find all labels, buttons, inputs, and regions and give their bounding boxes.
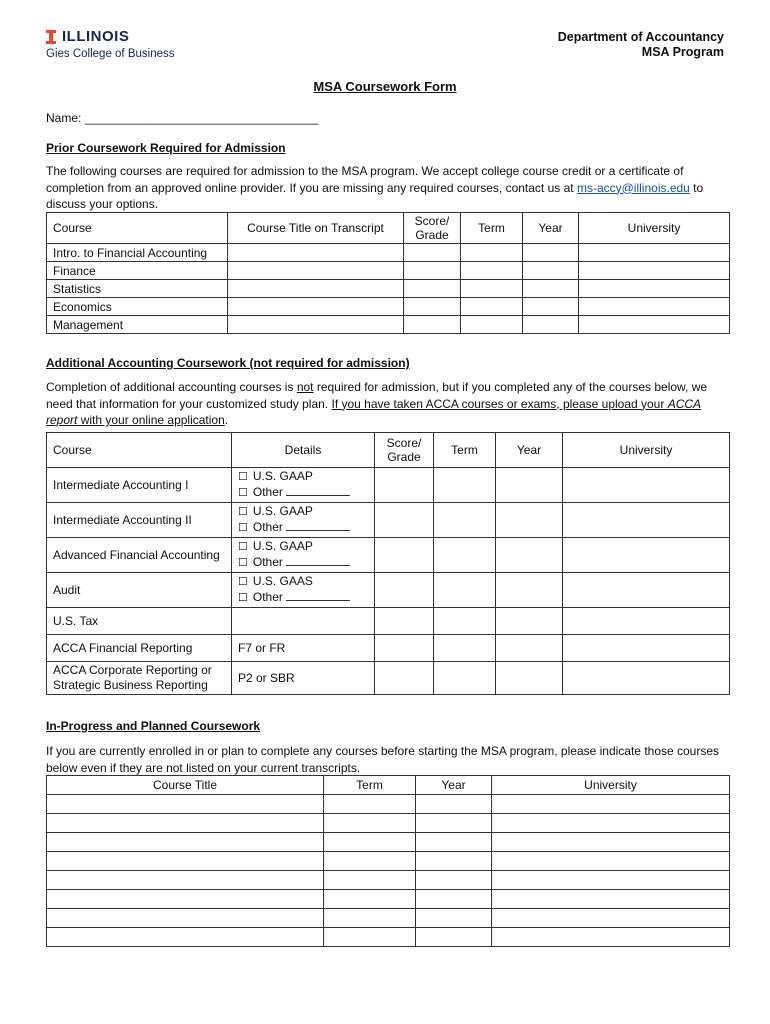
term-cell[interactable]: [324, 871, 416, 890]
course-name: ACCA Financial Reporting: [47, 635, 232, 662]
checkbox-icon[interactable]: ☐: [238, 592, 248, 604]
table-row: [47, 662, 730, 695]
university-cell[interactable]: [579, 262, 730, 280]
details-cell: [232, 503, 375, 538]
col-year: Year: [416, 776, 492, 795]
checkbox-icon[interactable]: ☐: [238, 557, 248, 569]
term-cell[interactable]: [434, 608, 496, 635]
grade-cell[interactable]: [404, 244, 461, 262]
option-label: U.S. GAAP: [252, 539, 313, 553]
table-row: [47, 635, 730, 662]
table-row: [47, 795, 730, 814]
prior-coursework-heading: Prior Coursework Required for Admission: [46, 141, 286, 155]
year-cell[interactable]: [416, 814, 492, 833]
table-row: [47, 538, 730, 573]
inprogress-table: [46, 775, 730, 947]
term-cell[interactable]: [324, 909, 416, 928]
col-term: Term: [324, 776, 416, 795]
year-cell[interactable]: [496, 468, 563, 503]
checkbox-icon[interactable]: ☐: [238, 522, 248, 534]
col-score-grade: Score/ Grade: [404, 213, 461, 244]
logo-wordmark: ILLINOIS: [62, 28, 130, 45]
standard-option[interactable]: [238, 504, 368, 520]
details-cell: P2 or SBR: [232, 662, 375, 695]
table-row: [47, 833, 730, 852]
checkbox-icon[interactable]: ☐: [238, 487, 248, 499]
table-header-row: [47, 433, 730, 468]
course-name: Audit: [47, 573, 232, 608]
other-blank[interactable]: [286, 520, 350, 531]
table-header-row: [47, 776, 730, 795]
title-cell[interactable]: [228, 262, 404, 280]
university-cell[interactable]: [492, 928, 730, 947]
university-cell[interactable]: [492, 871, 730, 890]
table-header-row: [47, 213, 730, 244]
option-label: U.S. GAAP: [252, 504, 313, 518]
details-cell: [232, 608, 375, 635]
grade-cell[interactable]: [404, 280, 461, 298]
col-university: University: [579, 213, 730, 244]
title-cell[interactable]: [47, 928, 324, 947]
other-blank[interactable]: [286, 485, 350, 496]
grade-cell[interactable]: [375, 468, 434, 503]
other-option[interactable]: [238, 555, 368, 571]
title-cell[interactable]: [228, 298, 404, 316]
standard-option[interactable]: [238, 539, 368, 555]
acca-report-label: ACCA report: [46, 396, 702, 427]
course-name: Finance: [47, 262, 228, 280]
title-cell[interactable]: [228, 244, 404, 262]
col-year: Year: [496, 433, 563, 468]
course-name: Management: [47, 316, 228, 334]
table-row: [47, 909, 730, 928]
title-cell[interactable]: [47, 890, 324, 909]
option-label: Other: [252, 485, 283, 499]
col-term: Term: [461, 213, 523, 244]
details-cell: F7 or FR: [232, 635, 375, 662]
department-header: [558, 30, 724, 60]
table-row: [47, 871, 730, 890]
table-row: [47, 468, 730, 503]
block-i-icon: [46, 30, 56, 44]
col-year: Year: [523, 213, 579, 244]
other-blank[interactable]: [286, 590, 350, 601]
university-cell[interactable]: [579, 244, 730, 262]
table-row: [47, 298, 730, 316]
year-cell[interactable]: [523, 244, 579, 262]
term-cell[interactable]: [324, 814, 416, 833]
additional-coursework-text: [46, 379, 726, 429]
university-cell[interactable]: [563, 662, 730, 695]
title-cell[interactable]: [47, 909, 324, 928]
title-cell[interactable]: [228, 280, 404, 298]
year-cell[interactable]: [496, 503, 563, 538]
course-name: Intermediate Accounting I: [47, 468, 232, 503]
additional-text-end: .: [224, 413, 229, 427]
additional-text-1: Completion of additional accounting courses is: [46, 380, 297, 394]
title-cell[interactable]: [47, 833, 324, 852]
col-term: Term: [434, 433, 496, 468]
year-cell[interactable]: [416, 871, 492, 890]
term-cell[interactable]: [434, 503, 496, 538]
prior-coursework-text: [46, 163, 726, 213]
checkbox-icon[interactable]: ☐: [238, 506, 248, 518]
details-cell: [232, 573, 375, 608]
title-cell[interactable]: [47, 852, 324, 871]
term-cell[interactable]: [324, 795, 416, 814]
col-course: Course: [47, 213, 228, 244]
year-cell[interactable]: [523, 298, 579, 316]
table-row: [47, 928, 730, 947]
other-option[interactable]: [238, 590, 368, 606]
university-cell[interactable]: [563, 635, 730, 662]
year-cell[interactable]: [496, 573, 563, 608]
other-blank[interactable]: [286, 555, 350, 566]
table-row: [47, 852, 730, 871]
other-option[interactable]: [238, 520, 368, 536]
checkbox-icon[interactable]: ☐: [238, 471, 248, 483]
checkbox-icon[interactable]: ☐: [238, 576, 248, 588]
term-cell[interactable]: [434, 468, 496, 503]
term-cell[interactable]: [461, 262, 523, 280]
inprogress-text: If you are currently enrolled in or plan to complete any courses before starting the MSA program, please indicate those courses below even if they are not listed on your current transcripts.: [46, 744, 720, 775]
details-cell: [232, 538, 375, 573]
university-cell[interactable]: [492, 795, 730, 814]
option-label: Other: [252, 555, 283, 569]
grade-cell[interactable]: [375, 573, 434, 608]
program-name: MSA Program: [641, 45, 724, 59]
form-title: MSA Coursework Form: [313, 79, 457, 94]
illinois-logo: [46, 28, 174, 60]
title-cell[interactable]: [47, 871, 324, 890]
option-label: Other: [252, 590, 283, 604]
col-score-grade: Score/ Grade: [375, 433, 434, 468]
university-cell[interactable]: [579, 316, 730, 334]
grade-cell[interactable]: [404, 316, 461, 334]
table-row: [47, 890, 730, 909]
university-cell[interactable]: [563, 503, 730, 538]
year-cell[interactable]: [416, 852, 492, 871]
university-cell[interactable]: [492, 833, 730, 852]
table-row: [47, 316, 730, 334]
grade-cell[interactable]: [404, 298, 461, 316]
term-cell[interactable]: [324, 852, 416, 871]
university-cell[interactable]: [492, 909, 730, 928]
col-university: University: [492, 776, 730, 795]
acca-instruction-end: with your online application: [77, 413, 225, 427]
year-cell[interactable]: [416, 909, 492, 928]
term-cell[interactable]: [324, 833, 416, 852]
year-cell[interactable]: [523, 280, 579, 298]
additional-text-not: not: [296, 380, 314, 394]
prior-coursework-table: [46, 212, 730, 334]
prior-text-2: to discuss your options.: [46, 180, 704, 211]
course-name: Statistics: [47, 280, 228, 298]
university-cell[interactable]: [492, 814, 730, 833]
inprogress-heading: In-Progress and Planned Coursework: [46, 719, 261, 733]
table-row: [47, 814, 730, 833]
additional-coursework-table: [46, 432, 730, 695]
university-cell[interactable]: [563, 573, 730, 608]
grade-cell[interactable]: [375, 503, 434, 538]
col-details: Details: [232, 433, 375, 468]
table-row: [47, 280, 730, 298]
checkbox-icon[interactable]: ☐: [238, 541, 248, 553]
grade-cell[interactable]: [375, 635, 434, 662]
course-name: Advanced Financial Accounting: [47, 538, 232, 573]
col-course-title: Course Title on Transcript: [228, 213, 404, 244]
year-cell[interactable]: [496, 538, 563, 573]
acca-instruction: If you have taken ACCA courses or exams, please upload your: [331, 396, 668, 411]
col-university: University: [563, 433, 730, 468]
course-name: Economics: [47, 298, 228, 316]
grade-cell[interactable]: [375, 608, 434, 635]
term-cell[interactable]: [461, 280, 523, 298]
year-cell[interactable]: [496, 635, 563, 662]
name-field[interactable]: Name: ___________________________________: [46, 111, 319, 125]
term-cell[interactable]: [324, 890, 416, 909]
standard-option[interactable]: [238, 574, 368, 590]
table-row: [47, 262, 730, 280]
prior-text-1: The following courses are required for admission to the MSA program. We accept college course credit or a certificate of completion from an approved online provider. If you are missing any required courses, contact us at: [46, 164, 684, 195]
col-course-title: Course Title: [47, 776, 324, 795]
university-cell[interactable]: [492, 852, 730, 871]
year-cell[interactable]: [523, 262, 579, 280]
option-label: U.S. GAAS: [252, 574, 313, 588]
term-cell[interactable]: [461, 298, 523, 316]
other-option[interactable]: [238, 485, 368, 501]
grade-cell[interactable]: [375, 538, 434, 573]
term-cell[interactable]: [434, 573, 496, 608]
course-name: Intermediate Accounting II: [47, 503, 232, 538]
year-cell[interactable]: [523, 316, 579, 334]
term-cell[interactable]: [434, 662, 496, 695]
table-row: [47, 244, 730, 262]
title-cell[interactable]: [47, 795, 324, 814]
year-cell[interactable]: [416, 833, 492, 852]
university-cell[interactable]: [563, 538, 730, 573]
year-cell[interactable]: [416, 890, 492, 909]
option-label: U.S. GAAP: [252, 469, 313, 483]
course-name: Intro. to Financial Accounting: [47, 244, 228, 262]
university-cell[interactable]: [579, 298, 730, 316]
course-name: ACCA Corporate Reporting or Strategic Business Reporting: [47, 662, 232, 695]
term-cell[interactable]: [324, 928, 416, 947]
university-cell[interactable]: [563, 468, 730, 503]
table-row: [47, 608, 730, 635]
term-cell[interactable]: [461, 244, 523, 262]
additional-coursework-heading: Additional Accounting Coursework (not required for admission): [46, 356, 410, 370]
department-name: Department of Accountancy: [557, 30, 724, 44]
university-cell[interactable]: [579, 280, 730, 298]
term-cell[interactable]: [461, 316, 523, 334]
year-cell[interactable]: [416, 795, 492, 814]
grade-cell[interactable]: [404, 262, 461, 280]
year-cell[interactable]: [496, 608, 563, 635]
title-cell[interactable]: [47, 814, 324, 833]
details-cell: [232, 468, 375, 503]
title-cell[interactable]: [228, 316, 404, 334]
year-cell[interactable]: [416, 928, 492, 947]
additional-text-2: required for admission, but if you completed any of the courses below, we need that information for your customized study plan.: [46, 380, 708, 411]
year-cell[interactable]: [496, 662, 563, 695]
table-row: [47, 503, 730, 538]
term-cell[interactable]: [434, 635, 496, 662]
term-cell[interactable]: [434, 538, 496, 573]
table-row: [47, 573, 730, 608]
standard-option[interactable]: [238, 469, 368, 485]
university-cell[interactable]: [563, 608, 730, 635]
course-name: U.S. Tax: [47, 608, 232, 635]
email-link[interactable]: ms-accy@illinois.edu: [576, 180, 690, 195]
grade-cell[interactable]: [375, 662, 434, 695]
logo-college: Gies College of Business: [46, 48, 175, 60]
col-course: Course: [47, 433, 232, 468]
university-cell[interactable]: [492, 890, 730, 909]
option-label: Other: [252, 520, 283, 534]
